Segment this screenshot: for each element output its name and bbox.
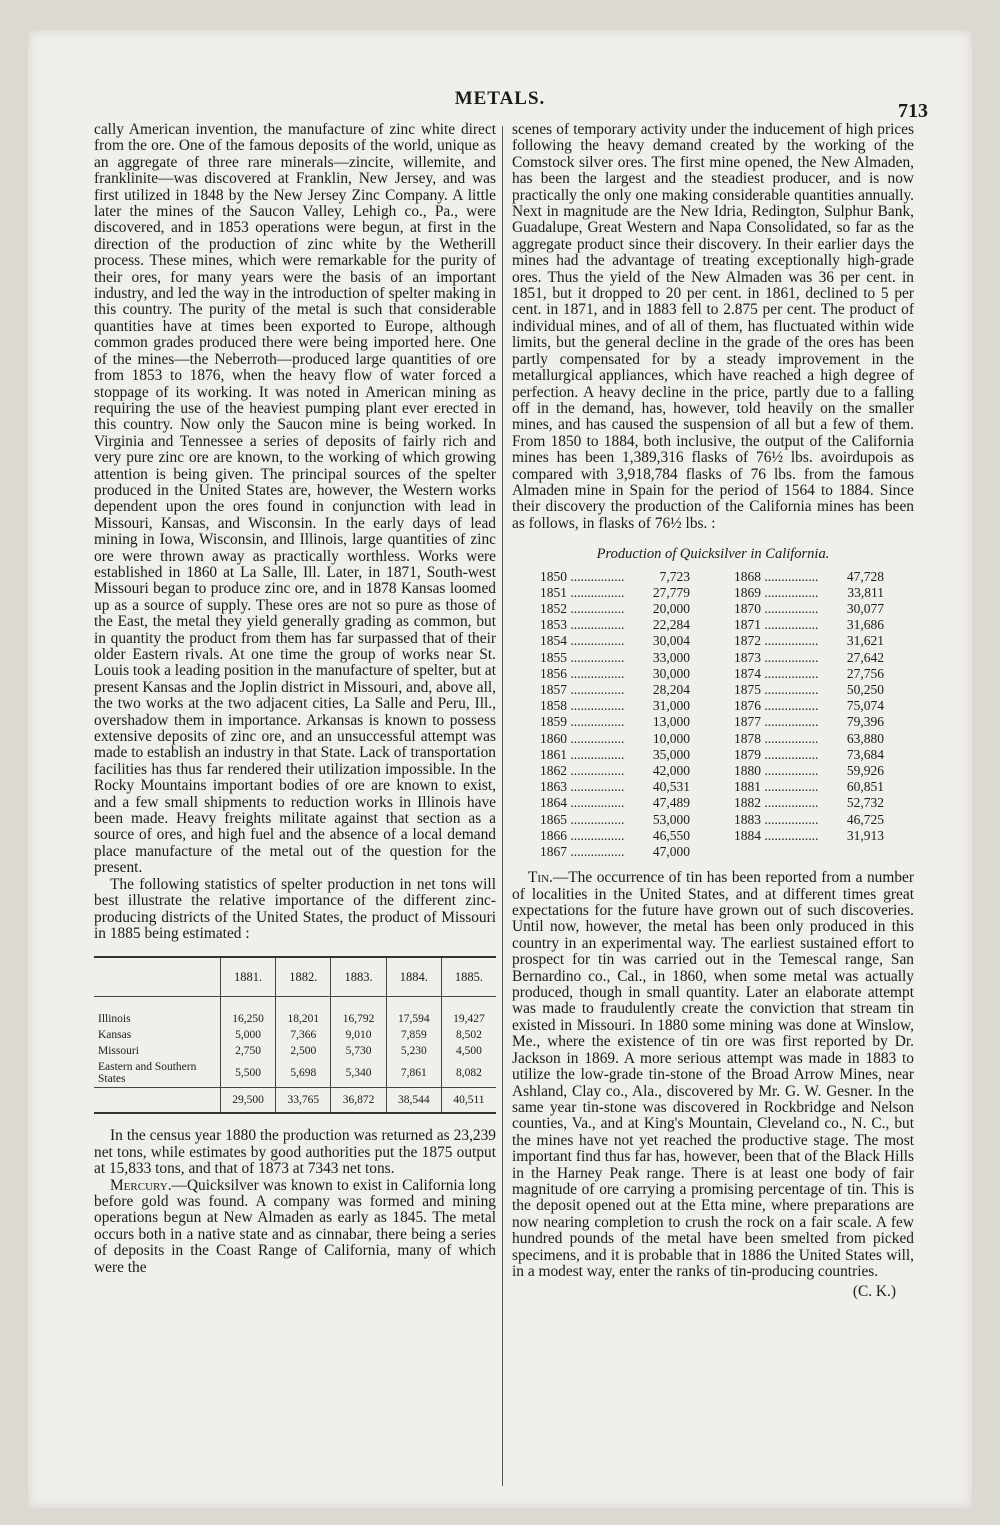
table-row bbox=[734, 763, 884, 779]
value-cell: 7,723 bbox=[659, 568, 690, 584]
table-row bbox=[540, 666, 690, 682]
zinc-paragraph: cally American invention, the manufacture of zinc white direct from the ore. One of the famous deposits of the world, unique as an aggregate of three rare minerals—zincite, willemite, and franklinite—was discovered at Franklin, New Jersey, and was first utilized in 1848 by the New Jersey Zinc Company. A little later the mines of the Saucon Valley, Lehigh co., Pa., were discovered, and in 1853 operations were begun, at first in the direction of the production of zinc white by the Wetherill process. These mines, which were remarkable for the purity of their ores, for many years were the basis of an important industry, and led the way in the introduction of spelter making in this country. The purity of the metal is such that considerable quantities have at times been exported to Europe, although common grades produced there were being imported here. One of the mines—the Neberroth—produced large quantities of ore from 1853 to 1876, when the heavy flow of water forced a stoppage of its working. It was noted in American mining as requiring the use of the heaviest pumping plant ever erected in this country. Now only the Saucon mine is being worked. In Virginia and Tennessee a series of deposits of fairly rich and very pure zinc ore are known, to the working of which growing attention is being given. The principal sources of the spelter produced in the United States are, however, the Western works dependent upon the ores found in conjunction with lead in Missouri, Kansas, and Wisconsin. In the early days of lead mining in Iowa, Wisconsin, and Illinois, large quantities of zinc ore were thrown away as practically worthless. Works were established in 1860 at La Salle, Ill. Later, in 1871, South-west Missouri began to produce zinc ore, and in 1878 Kansas loomed up as a source of supply. These ores are not so pure as those of the East, the metal they yield generally grading as common, but in quantity the product from them has far surpassed that of their older Eastern rivals. At one time the group of works near St. Louis took a leading position in the manufacture of spelter, but at present Kansas and the Joplin district in Missouri, and, above all, the two works at the two adjacent cities, La Salle and Peru, Ill., overshadow them in importance. Arkansas is known to possess extensive deposits of zinc ore, and an unsuccessful attempt was made to establish an industry in that State. Lack of transportation facilities has thus far rendered their utilization impossible. In the Rocky Mountains important bodies of ore are known to exist, and a few small shipments to reduction works in Illinois have been made. Heavy freights militate against that section as a source of ores, and high fuel and the absence of a local demand place manufacture of the metal out of the question for the present. bbox=[94, 121, 497, 877]
table-row bbox=[540, 601, 690, 617]
table-row bbox=[540, 828, 690, 844]
table-row bbox=[734, 828, 884, 844]
table-row bbox=[734, 682, 884, 698]
value-cell: 47,728 bbox=[846, 568, 884, 584]
year-cell: 1851 ..... bbox=[540, 585, 649, 601]
table-cell: 19,427 bbox=[441, 1011, 496, 1027]
table-row bbox=[734, 714, 884, 730]
value-cell: 28,204 bbox=[652, 681, 690, 697]
table-header-row bbox=[94, 957, 496, 997]
year-cell: 1856 ..... bbox=[540, 666, 649, 682]
year-cell: 1869 ..... bbox=[734, 585, 843, 601]
row-label: Kansas bbox=[98, 1029, 132, 1042]
year-cell: 1875 ..... bbox=[734, 682, 843, 698]
table-row bbox=[540, 812, 690, 828]
table-cell: 5,500 bbox=[221, 1059, 276, 1088]
year-cell: 1879 ..... bbox=[734, 747, 843, 763]
value-cell: 60,851 bbox=[846, 779, 884, 795]
year-cell: 1861 ..... bbox=[540, 747, 649, 763]
table-header-year: 1884. bbox=[386, 957, 441, 997]
quicksilver-production-table bbox=[512, 569, 914, 861]
value-cell: 75,074 bbox=[846, 698, 884, 714]
table-row bbox=[540, 779, 690, 795]
author-signature: (C. K.) bbox=[852, 1283, 896, 1301]
quicksilver-table-right-column bbox=[734, 569, 884, 861]
value-cell: 31,000 bbox=[652, 698, 690, 714]
table-row bbox=[94, 1059, 496, 1088]
table-cell: 2,500 bbox=[276, 1043, 331, 1059]
table-row bbox=[540, 585, 690, 601]
table-cell: 18,201 bbox=[276, 1011, 331, 1027]
table-row bbox=[734, 747, 884, 763]
table-cell: 5,000 bbox=[221, 1027, 276, 1043]
year-cell: 1873 ..... bbox=[734, 650, 843, 666]
mercury-paragraph bbox=[94, 1178, 496, 1276]
table-row bbox=[540, 747, 690, 763]
value-cell: 30,077 bbox=[846, 600, 884, 616]
year-cell: 1882 ..... bbox=[734, 795, 843, 811]
value-cell: 22,284 bbox=[652, 617, 690, 633]
value-cell: 42,000 bbox=[652, 763, 690, 778]
value-cell: 33,000 bbox=[652, 649, 690, 665]
table-row bbox=[734, 812, 884, 828]
value-cell: 59,926 bbox=[846, 763, 884, 778]
value-cell: 46,550 bbox=[652, 827, 690, 843]
year-cell: 1870 ..... bbox=[734, 601, 843, 617]
column-divider bbox=[502, 126, 503, 1486]
table-cell: 7,861 bbox=[386, 1059, 441, 1088]
table-row bbox=[734, 633, 884, 649]
table-row bbox=[734, 585, 884, 601]
table-row bbox=[734, 698, 884, 714]
table-row bbox=[540, 844, 690, 860]
year-cell: 1865 ..... bbox=[540, 812, 649, 828]
value-cell: 27,779 bbox=[652, 584, 690, 600]
year-cell: 1883 ..... bbox=[734, 812, 843, 828]
table-cell: 17,594 bbox=[386, 1011, 441, 1027]
table-cell: 9,010 bbox=[331, 1027, 386, 1043]
left-column bbox=[94, 122, 496, 1276]
value-cell: 30,004 bbox=[652, 633, 690, 649]
table-row bbox=[94, 1027, 496, 1043]
book-page bbox=[28, 30, 972, 1508]
right-column bbox=[512, 122, 914, 1301]
year-cell: 1853 ..... bbox=[540, 617, 649, 633]
value-cell: 13,000 bbox=[652, 714, 690, 730]
value-cell: 31,686 bbox=[846, 617, 884, 633]
total-cell: 29,500 bbox=[221, 1088, 276, 1114]
year-cell: 1858 ..... bbox=[540, 698, 649, 714]
year-cell: 1881 ..... bbox=[734, 779, 843, 795]
total-label-blank bbox=[94, 1088, 221, 1114]
table-cell: 8,082 bbox=[441, 1059, 496, 1088]
value-cell: 53,000 bbox=[652, 811, 690, 827]
year-cell: 1874 ..... bbox=[734, 666, 843, 682]
statistics-intro-paragraph: The following statistics of spelter production in net tons will best illustrate the relative importance of the different zinc-producing districts of the United States, the product of Missouri in 1885 being estimated : bbox=[94, 875, 496, 942]
page-header bbox=[28, 88, 972, 122]
table-row bbox=[734, 666, 884, 682]
year-cell: 1860 ..... bbox=[540, 731, 649, 747]
year-cell: 1852 ..... bbox=[540, 601, 649, 617]
row-label: Missouri bbox=[98, 1045, 139, 1058]
table-cell: 4,500 bbox=[441, 1043, 496, 1059]
value-cell: 73,684 bbox=[846, 746, 884, 762]
table-cell: 2,750 bbox=[221, 1043, 276, 1059]
table-header-blank bbox=[94, 957, 221, 997]
table-header-year: 1883. bbox=[331, 957, 386, 997]
table-row bbox=[734, 650, 884, 666]
table-header-year: 1885. bbox=[441, 957, 496, 997]
year-cell: 1866 ..... bbox=[540, 828, 649, 844]
value-cell: 50,250 bbox=[846, 681, 884, 697]
year-cell: 1868 ..... bbox=[734, 569, 843, 585]
table-header-year: 1882. bbox=[276, 957, 331, 997]
quicksilver-table-title: Production of Quicksilver in California. bbox=[596, 546, 830, 563]
table-row bbox=[540, 633, 690, 649]
value-cell: 27,756 bbox=[846, 665, 884, 681]
year-cell: 1871 ..... bbox=[734, 617, 843, 633]
year-cell: 1877 ..... bbox=[734, 714, 843, 730]
table-row bbox=[540, 682, 690, 698]
table-cell: 7,859 bbox=[386, 1027, 441, 1043]
table-row bbox=[734, 617, 884, 633]
row-label: Illinois bbox=[98, 1013, 131, 1026]
value-cell: 10,000 bbox=[652, 730, 690, 746]
value-cell: 47,489 bbox=[652, 795, 690, 811]
year-cell: 1862 ..... bbox=[540, 763, 649, 779]
value-cell: 33,811 bbox=[847, 584, 884, 600]
table-cell: 7,366 bbox=[276, 1027, 331, 1043]
tin-heading: Tin. bbox=[528, 869, 553, 887]
running-head: METALS. bbox=[454, 88, 546, 109]
year-cell: 1880 ..... bbox=[734, 763, 843, 779]
year-cell: 1878 ..... bbox=[734, 731, 843, 747]
year-cell: 1854 ..... bbox=[540, 633, 649, 649]
value-cell: 52,732 bbox=[846, 795, 884, 811]
quicksilver-paragraph: scenes of temporary activity under the inducement of high prices following the heavy demand created by the working of the Comstock silver ores. The first mine opened, the New Almaden, has been the largest and the steadiest producer, and is now practically the only one making considerable quantities annually. Next in magnitude are the New Idria, Redington, Sulphur Bank, Guadalupe, Great Western and Napa Consolidated, so far as the aggregate product since their discovery. In their earlier days the mines had the advantage of treating exceptionally high-grade ores. Thus the yield of the New Almaden was 36 per cent. in 1851, but it dropped to 20 per cent. in 1861, declined to 5 per cent. in 1871, and in 1883 fell to 2.875 per cent. The product of individual mines, and of all of them, has fluctuated within wide limits, but the general decline in the grade of the ores has been partly compensated for by a steady improvement in the metallurgical appliances, which have reached a high degree of perfection. A heavy decline in the price, partly due to a falling off in the demand, has, however, told heavily on the smaller mines, and has caused the suspension of all but a few of them. From 1850 to 1884, both inclusive, the output of the California mines has been 1,389,316 flasks of 76½ lbs. avoirdupois as compared with 3,918,784 flasks of 76 lbs. from the famous Almaden mine in Spain for the period of 1564 to 1884. Since their discovery the production of the California mines has been as follows, in flasks of 76½ lbs. : bbox=[512, 121, 914, 532]
year-cell: 1857 ..... bbox=[540, 682, 649, 698]
table-cell: 5,230 bbox=[386, 1043, 441, 1059]
table-row bbox=[540, 714, 690, 730]
table-cell: 5,340 bbox=[331, 1059, 386, 1088]
table-header-year: 1881. bbox=[221, 957, 276, 997]
year-cell: 1855 ..... bbox=[540, 650, 649, 666]
year-cell: 1867 ..... bbox=[540, 844, 649, 860]
value-cell: 31,913 bbox=[846, 827, 884, 843]
value-cell: 79,396 bbox=[846, 714, 884, 730]
table-row bbox=[540, 795, 690, 811]
value-cell: 35,000 bbox=[652, 746, 690, 762]
table-row bbox=[540, 698, 690, 714]
census-paragraph: In the census year 1880 the production was returned as 23,239 net tons, while estimates by good authorities put the 1875 output at 15,833 tons, and that of 1873 at 7343 net tons. bbox=[94, 1127, 496, 1178]
table-cell: 16,250 bbox=[221, 1011, 276, 1027]
value-cell: 31,621 bbox=[846, 633, 884, 649]
table-cell: 5,698 bbox=[276, 1059, 331, 1088]
table-row bbox=[734, 569, 884, 585]
table-row bbox=[540, 731, 690, 747]
value-cell: 27,642 bbox=[846, 649, 884, 665]
total-cell: 40,511 bbox=[441, 1088, 496, 1114]
table-cell: 8,502 bbox=[441, 1027, 496, 1043]
table-row bbox=[734, 601, 884, 617]
table-total-row bbox=[94, 1088, 496, 1114]
table-row bbox=[734, 795, 884, 811]
year-cell: 1872 ..... bbox=[734, 633, 843, 649]
table-row bbox=[734, 779, 884, 795]
row-label: Eastern and Southern States bbox=[98, 1061, 197, 1086]
page-number: 713 bbox=[898, 100, 928, 122]
table-spacer bbox=[94, 997, 496, 1012]
year-cell: 1863 ..... bbox=[540, 779, 649, 795]
table-row bbox=[94, 1043, 496, 1059]
year-cell: 1876 ..... bbox=[734, 698, 843, 714]
table-row bbox=[94, 1011, 496, 1027]
total-cell: 33,765 bbox=[276, 1088, 331, 1114]
table-row bbox=[540, 763, 690, 779]
mercury-heading: Mercury. bbox=[110, 1176, 172, 1194]
table-cell: 16,792 bbox=[331, 1011, 386, 1027]
year-cell: 1884 ..... bbox=[734, 828, 843, 844]
year-cell: 1864 ..... bbox=[540, 795, 649, 811]
tin-text: —The occurrence of tin has been reported from a number of localities in the United States, and at different times great expectations for the future have grown out of such discoveries. Until now, however, the metal has been only produced in this country in an experimental way. The earliest sustained effort to prospect for tin was carried out in the Temescal range, San Bernardino co., Cal., in 1860, when some metal was actually produced, though in small quantity. Later an elaborate attempt was made to fraudulently create the conviction that stream tin existed in Missouri. In 1880 some mining was done at Winslow, Me., where the existence of tin ore was first reported by Dr. Jackson in 1869. A more serious attempt was made in 1883 to utilize the low-grade tin-stone of the Broad Arrow Mines, near Ashland, Clay co., Ala., discovered by Mr. G. W. Gesner. In the same year tin-stone was discovered in Rockbridge and Nelson counties, Va., and at King's Mountain, Cleveland co., N. C., but the mines have not yet reached the productive stage. The most important find thus far has, however, been that of the Black Hills in the Harney Peak range. There is at least one body of fair magnitude of ore carrying a promising percentage of tin. This is the deposit opened out at the Etta mine, where preparations are now nearing completion to crush the rock on a fair scale. A few hundred pounds of the metal have been smelted from picked specimens, and it is probable that in 1886 the United States will, in a modest way, enter the ranks of tin-producing countries. bbox=[512, 869, 914, 1280]
quicksilver-table-left-column bbox=[540, 569, 690, 861]
table-row bbox=[540, 569, 690, 585]
total-cell: 36,872 bbox=[331, 1088, 386, 1114]
year-cell: 1850 ..... bbox=[540, 569, 656, 585]
table-row bbox=[734, 731, 884, 747]
spelter-production-table bbox=[94, 956, 496, 1114]
value-cell: 30,000 bbox=[652, 665, 690, 681]
mercury-text: —Quicksilver was known to exist in California long before gold was found. A company was formed and mining operations begun at New Almaden as early as 1845. The metal occurs both in a native state and as cinnabar, there being a series of deposits in the Coast Range of California, many of which were the bbox=[94, 1176, 496, 1276]
value-cell: 46,725 bbox=[846, 811, 884, 827]
table-row bbox=[540, 617, 690, 633]
value-cell: 63,880 bbox=[846, 730, 884, 746]
total-cell: 38,544 bbox=[386, 1088, 441, 1114]
tin-paragraph bbox=[512, 870, 914, 1280]
value-cell: 20,000 bbox=[652, 600, 690, 616]
value-cell: 40,531 bbox=[652, 779, 690, 795]
table-cell: 5,730 bbox=[331, 1043, 386, 1059]
table-row bbox=[540, 650, 690, 666]
value-cell: 47,000 bbox=[652, 844, 690, 860]
year-cell: 1859 ..... bbox=[540, 714, 649, 730]
